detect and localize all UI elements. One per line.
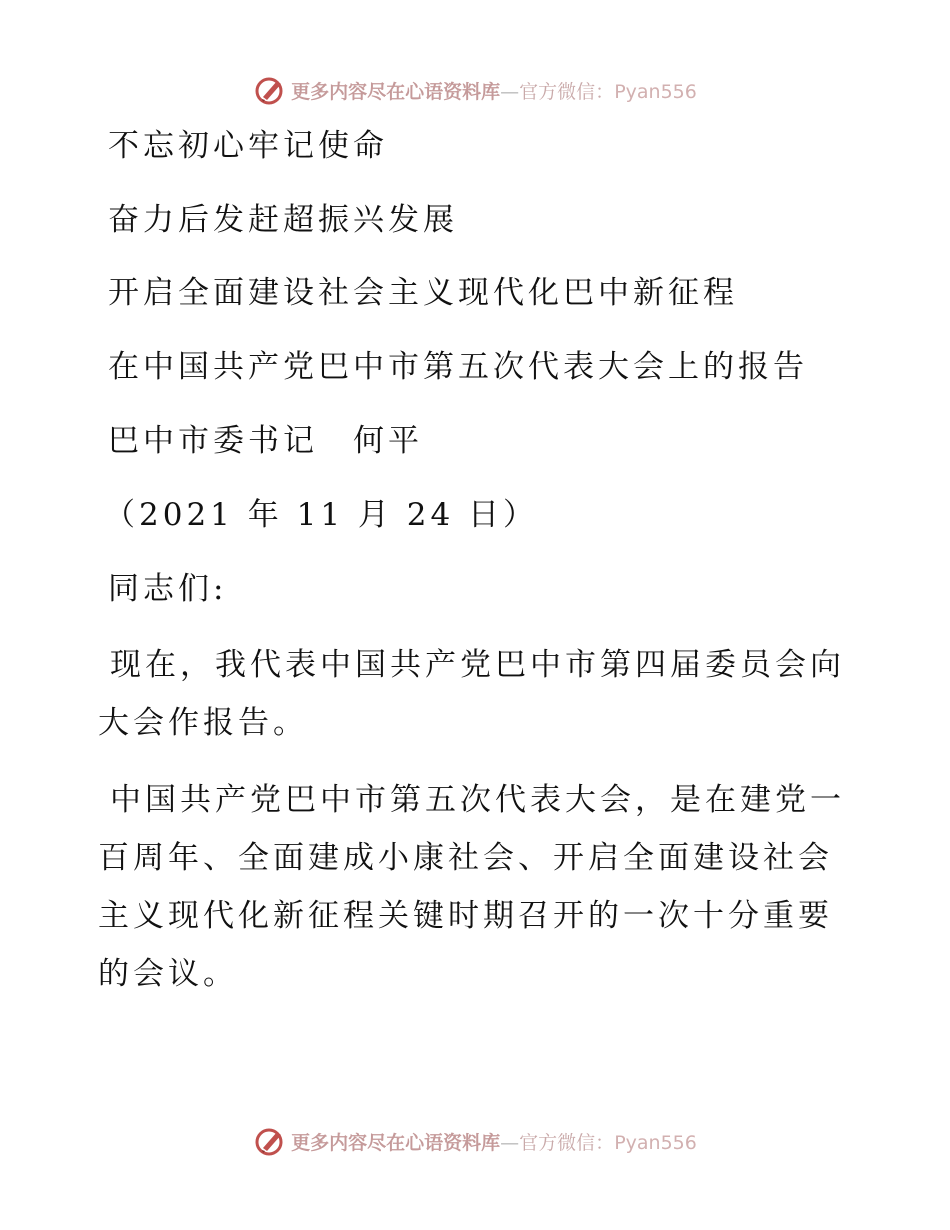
paragraph-1: 现在，我代表中国共产党巴中市第四届委员会向大会作报告。 [98,647,845,741]
watermark-main-text: 更多内容尽在心语资料库 [291,1131,501,1154]
watermark-main-text: 更多内容尽在心语资料库 [291,80,501,103]
pen-logo-icon [253,73,287,107]
watermark-id: Pyan556 [614,80,697,103]
paragraph-2: 中国共产党巴中市第五次代表大会，是在建党一百周年、全面建成小康社会、开启全面建设社会主义现代化新征程关键时期召开的一次十分重要的会议。 [98,782,845,992]
watermark-official-text: 官方微信： [519,1131,615,1154]
watermark-separator: — [500,80,520,103]
date: （2021 年 11 月 24 日） [104,497,539,533]
watermark-official-text: 官方微信： [519,80,615,103]
watermark-id: Pyan556 [614,1131,697,1154]
title-line-2: 奋力后发赶超振兴发展 [108,202,458,238]
subtitle: 在中国共产党巴中市第五次代表大会上的报告 [108,349,808,385]
title-line-1: 不忘初心牢记使命 [108,128,388,164]
header-watermark [0,70,950,110]
watermark-text [291,1128,697,1155]
footer-watermark [0,1121,950,1161]
watermark-separator: — [500,1131,520,1154]
title-line-3: 开启全面建设社会主义现代化巴中新征程 [108,275,738,311]
watermark-text [291,77,697,104]
pen-logo-icon [253,1124,287,1158]
author: 巴中市委书记 何平 [108,423,423,459]
salutation: 同志们: [108,571,228,607]
